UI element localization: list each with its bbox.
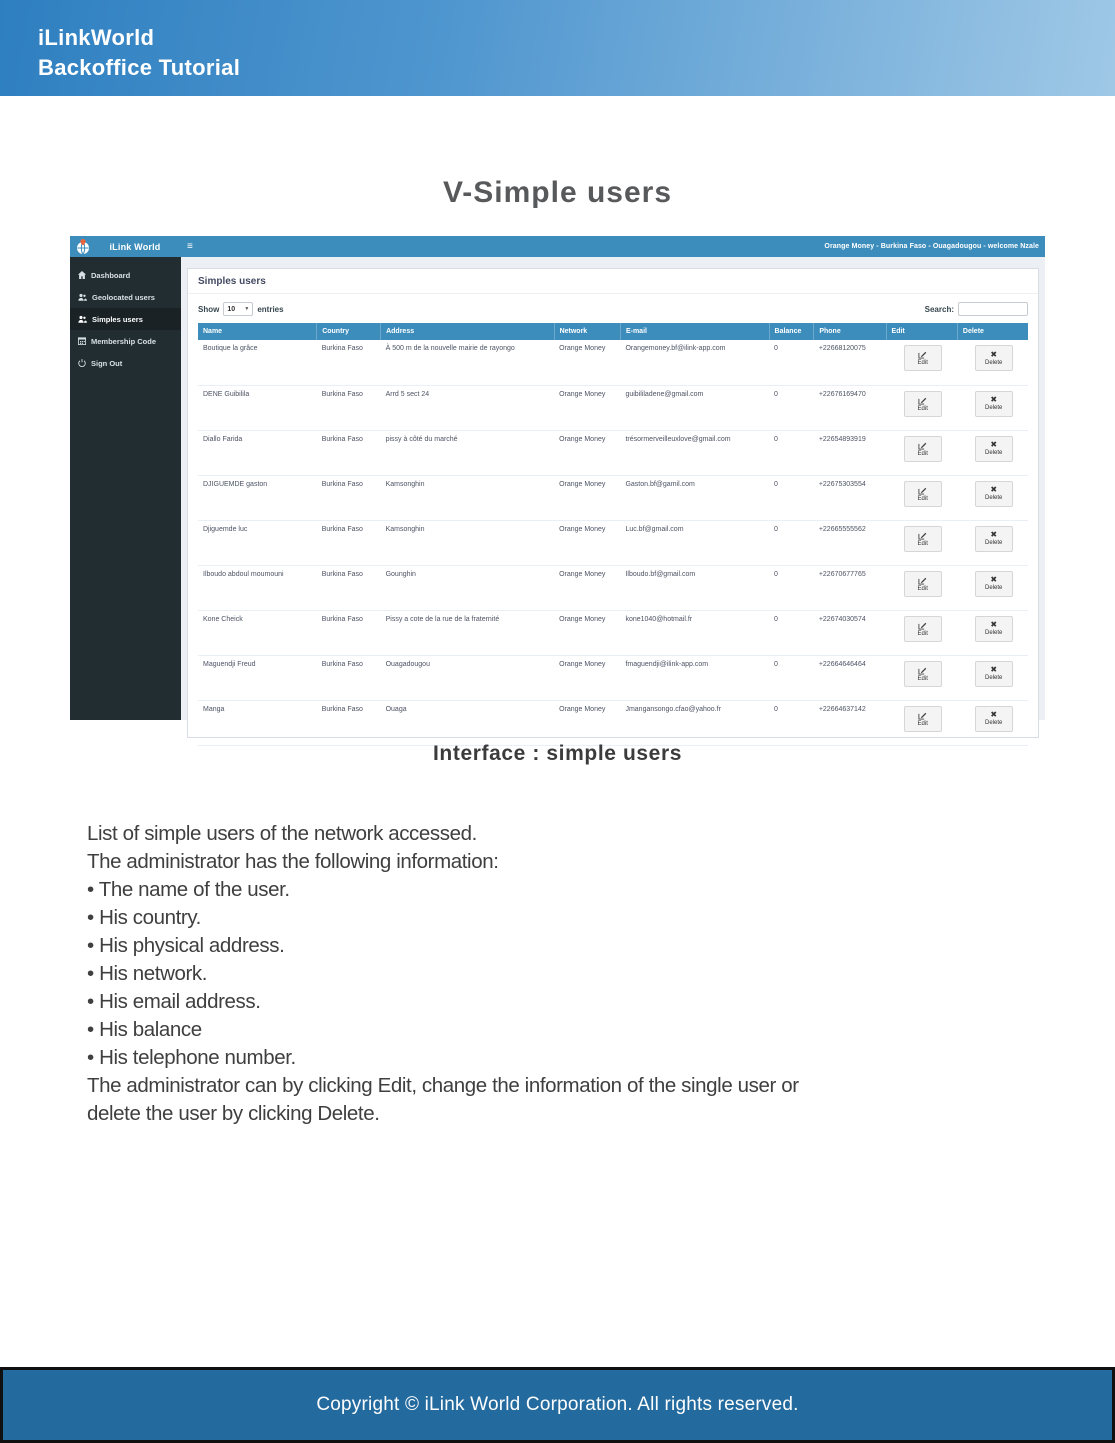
screenshot-caption: Interface : simple users xyxy=(433,742,682,765)
table-row xyxy=(198,340,1028,385)
sidebar-item-membership-code[interactable] xyxy=(70,330,181,352)
sidebar-item-simples-users[interactable] xyxy=(70,308,181,330)
column-header-balance[interactable]: Balance xyxy=(769,323,814,340)
cell-email: guibililadene@gmail.com xyxy=(620,385,769,430)
edit-pencil-icon xyxy=(918,350,927,359)
power-icon xyxy=(78,359,86,367)
cell-edit xyxy=(886,475,957,520)
page-size-value: 10 xyxy=(227,305,236,313)
column-header-delete: Delete xyxy=(957,323,1028,340)
globe-pin-logo-icon xyxy=(76,239,90,255)
cell-country: Burkina Faso xyxy=(317,655,381,700)
cell-country: Burkina Faso xyxy=(317,475,381,520)
cell-edit xyxy=(886,565,957,610)
cell-phone: +22676169470 xyxy=(814,385,886,430)
cell-phone: +22668120075 xyxy=(814,340,886,385)
cell-email: Gaston.bf@gamil.com xyxy=(620,475,769,520)
cell-delete xyxy=(957,520,1028,565)
edit-button[interactable]: Edit xyxy=(904,481,942,507)
document-header-banner xyxy=(0,0,1115,96)
column-header-network[interactable]: Network xyxy=(554,323,620,340)
cell-name: Ilboudo abdoul moumouni xyxy=(198,565,317,610)
edit-button[interactable]: Edit xyxy=(904,436,942,462)
delete-button[interactable]: ✖ Delete xyxy=(975,436,1013,462)
cell-edit xyxy=(886,340,957,385)
cell-country: Burkina Faso xyxy=(317,700,381,745)
page-size-control xyxy=(198,302,284,316)
cell-phone: +22674030574 xyxy=(814,610,886,655)
description-line: List of simple users of the network accessed. xyxy=(87,822,477,845)
delete-button[interactable]: ✖ Delete xyxy=(975,481,1013,507)
column-header-country[interactable]: Country xyxy=(317,323,381,340)
description-line: The administrator has the following information: xyxy=(87,850,499,873)
cell-email: trésormerveilleuxlove@gmail.com xyxy=(620,430,769,475)
cell-country: Burkina Faso xyxy=(317,340,381,385)
cell-phone: +22664646464 xyxy=(814,655,886,700)
description-line: • His country. xyxy=(87,906,201,929)
edit-pencil-icon xyxy=(918,711,927,720)
sidebar-item-dashboard[interactable] xyxy=(70,264,181,286)
table-row xyxy=(198,430,1028,475)
cell-phone: +22675303554 xyxy=(814,475,886,520)
cell-name: Diallo Farida xyxy=(198,430,317,475)
document-title-line2: Backoffice Tutorial xyxy=(38,55,241,80)
cell-email: Ilboudo.bf@gmail.com xyxy=(620,565,769,610)
edit-pencil-icon xyxy=(918,441,927,450)
sidebar-item-label: Simples users xyxy=(92,314,143,324)
column-header-address[interactable]: Address xyxy=(381,323,554,340)
cell-edit xyxy=(886,520,957,565)
edit-pencil-icon xyxy=(918,531,927,540)
table-row xyxy=(198,700,1028,745)
cell-delete xyxy=(957,475,1028,520)
cell-network: Orange Money xyxy=(554,340,620,385)
cell-edit xyxy=(886,700,957,745)
cell-edit xyxy=(886,610,957,655)
delete-x-icon: ✖ xyxy=(990,575,998,584)
cell-name: Boutique la grâce xyxy=(198,340,317,385)
table-row xyxy=(198,520,1028,565)
edit-pencil-icon xyxy=(918,396,927,405)
cell-email: Jmangansongo.cfao@yahoo.fr xyxy=(620,700,769,745)
calendar-icon xyxy=(78,337,86,345)
sidebar-item-label: Sign Out xyxy=(91,358,123,368)
users-icon xyxy=(78,315,87,323)
cell-email: fmaguendji@ilink-app.com xyxy=(620,655,769,700)
table-row xyxy=(198,610,1028,655)
edit-button[interactable]: Edit xyxy=(904,616,942,642)
cell-network: Orange Money xyxy=(554,610,620,655)
simple-users-panel xyxy=(187,268,1039,738)
cell-edit xyxy=(886,655,957,700)
column-header-edit: Edit xyxy=(886,323,957,340)
delete-button[interactable]: ✖ Delete xyxy=(975,616,1013,642)
cell-balance: 0 xyxy=(769,385,814,430)
cell-address: Kamsonghin xyxy=(381,520,554,565)
delete-x-icon: ✖ xyxy=(990,485,998,494)
sidebar-item-geolocated-users[interactable] xyxy=(70,286,181,308)
cell-delete xyxy=(957,700,1028,745)
cell-delete xyxy=(957,340,1028,385)
cell-network: Orange Money xyxy=(554,475,620,520)
document-title-line1: iLinkWorld xyxy=(38,25,155,50)
sidebar-item-label: Geolocated users xyxy=(92,292,155,302)
cell-phone: +22665555562 xyxy=(814,520,886,565)
edit-button[interactable]: Edit xyxy=(904,526,942,552)
entries-label: entries xyxy=(257,304,284,314)
table-row xyxy=(198,565,1028,610)
table-row xyxy=(198,385,1028,430)
cell-email: kone1040@hotmail.fr xyxy=(620,610,769,655)
edit-pencil-icon xyxy=(918,666,927,675)
delete-x-icon: ✖ xyxy=(990,665,998,674)
cell-delete xyxy=(957,610,1028,655)
delete-x-icon: ✖ xyxy=(990,620,998,629)
cell-balance: 0 xyxy=(769,565,814,610)
show-label: Show xyxy=(198,304,220,314)
edit-pencil-icon xyxy=(918,576,927,585)
delete-x-icon: ✖ xyxy=(990,349,998,359)
cell-address: Ouagadougou xyxy=(381,655,554,700)
cell-email: Orangemoney.bf@ilink-app.com xyxy=(620,340,769,385)
delete-button[interactable]: ✖ Delete xyxy=(975,391,1013,417)
cell-name: DENE Guibilila xyxy=(198,385,317,430)
chevron-down-icon: ▼ xyxy=(244,306,250,312)
cell-network: Orange Money xyxy=(554,700,620,745)
cell-address: Gounghin xyxy=(381,565,554,610)
cell-country: Burkina Faso xyxy=(317,385,381,430)
section-title: V-Simple users xyxy=(442,176,673,209)
description-text xyxy=(87,820,967,1128)
sidebar-item-label: Membership Code xyxy=(91,336,157,346)
cell-balance: 0 xyxy=(769,655,814,700)
cell-network: Orange Money xyxy=(554,520,620,565)
simple-users-table xyxy=(198,323,1028,746)
cell-balance: 0 xyxy=(769,340,814,385)
cell-name: Maguendji Freud xyxy=(198,655,317,700)
cell-name: DJIGUEMDE gaston xyxy=(198,475,317,520)
description-line: • His telephone number. xyxy=(87,1046,296,1069)
cell-delete xyxy=(957,385,1028,430)
cell-phone: +22670677765 xyxy=(814,565,886,610)
users-icon xyxy=(78,293,87,301)
search-control xyxy=(925,302,1028,316)
cell-network: Orange Money xyxy=(554,565,620,610)
app-sidebar xyxy=(70,257,181,720)
cell-balance: 0 xyxy=(769,610,814,655)
cell-phone: +22664637142 xyxy=(814,700,886,745)
table-body xyxy=(198,340,1028,745)
app-screenshot xyxy=(70,236,1045,727)
edit-button[interactable]: Edit xyxy=(904,706,942,732)
cell-edit xyxy=(886,385,957,430)
document-footer xyxy=(0,1367,1115,1443)
cell-balance: 0 xyxy=(769,475,814,520)
cell-address: Arrd 5 sect 24 xyxy=(381,385,554,430)
cell-name: Djiguemde luc xyxy=(198,520,317,565)
table-controls xyxy=(188,294,1038,323)
cell-balance: 0 xyxy=(769,700,814,745)
description-line: • The name of the user. xyxy=(87,878,290,901)
cell-address: Ouaga xyxy=(381,700,554,745)
table-row xyxy=(198,475,1028,520)
cell-network: Orange Money xyxy=(554,430,620,475)
description-line: • His balance xyxy=(87,1018,202,1041)
description-line: • His physical address. xyxy=(87,934,285,957)
panel-title: Simples users xyxy=(188,269,1038,294)
delete-x-icon: ✖ xyxy=(990,710,998,719)
edit-button[interactable]: Edit xyxy=(904,345,942,371)
app-navbar xyxy=(70,236,1045,257)
delete-button[interactable]: ✖ Delete xyxy=(975,571,1013,597)
description-line: delete the user by clicking Delete. xyxy=(87,1102,380,1125)
column-header-name[interactable]: Name xyxy=(198,323,317,340)
cell-address: À 500 m de la nouvelle mairie de rayongo xyxy=(381,340,554,385)
cell-delete xyxy=(957,565,1028,610)
table-row xyxy=(198,655,1028,700)
delete-x-icon: ✖ xyxy=(990,440,998,449)
cell-country: Burkina Faso xyxy=(317,565,381,610)
table-header-row xyxy=(198,323,1028,340)
delete-button[interactable]: ✖ Delete xyxy=(975,526,1013,552)
delete-button[interactable]: ✖ Delete xyxy=(975,661,1013,687)
cell-address: Kamsonghin xyxy=(381,475,554,520)
cell-address: Pissy a cote de la rue de la fraternité xyxy=(381,610,554,655)
copyright-text: Copyright © iLink World Corporation. All rights reserved. xyxy=(316,1394,799,1415)
cell-phone: +22654893919 xyxy=(814,430,886,475)
app-content-area xyxy=(181,257,1045,727)
description-line: • His email address. xyxy=(87,990,261,1013)
cell-name: Kone Cheick xyxy=(198,610,317,655)
cell-balance: 0 xyxy=(769,430,814,475)
cell-edit xyxy=(886,430,957,475)
cell-address: pissy à côté du marché xyxy=(381,430,554,475)
home-icon xyxy=(78,271,86,279)
search-label: Search: xyxy=(924,304,954,314)
cell-balance: 0 xyxy=(769,520,814,565)
cell-country: Burkina Faso xyxy=(317,430,381,475)
description-line: • His network. xyxy=(87,962,208,985)
description-line: The administrator can by clicking Edit, change the information of the single user or xyxy=(87,1074,799,1097)
delete-button[interactable]: ✖ Delete xyxy=(975,345,1013,371)
edit-button[interactable]: Edit xyxy=(904,661,942,687)
edit-pencil-icon xyxy=(918,621,927,630)
cell-name: Manga xyxy=(198,700,317,745)
cell-email: Luc.bf@gmail.com xyxy=(620,520,769,565)
edit-button[interactable]: Edit xyxy=(904,571,942,597)
cell-network: Orange Money xyxy=(554,385,620,430)
column-header-email[interactable]: E-mail xyxy=(620,323,769,340)
cell-delete xyxy=(957,655,1028,700)
delete-x-icon: ✖ xyxy=(990,530,998,539)
edit-button[interactable]: Edit xyxy=(904,391,942,417)
column-header-phone[interactable]: Phone xyxy=(814,323,886,340)
cell-country: Burkina Faso xyxy=(317,520,381,565)
sidebar-item-sign-out[interactable] xyxy=(70,352,181,374)
edit-pencil-icon xyxy=(918,486,927,495)
sidebar-item-label: Dashboard xyxy=(91,270,131,280)
cell-delete xyxy=(957,430,1028,475)
app-brand-label: iLink World xyxy=(109,241,161,252)
app-brand[interactable] xyxy=(70,236,181,257)
sidebar-toggle-icon[interactable]: ≡ xyxy=(187,241,193,252)
cell-country: Burkina Faso xyxy=(317,610,381,655)
delete-x-icon: ✖ xyxy=(990,395,998,404)
delete-button[interactable]: ✖ Delete xyxy=(975,706,1013,732)
page-size-select[interactable] xyxy=(223,302,253,316)
navbar-account-status[interactable]: Orange Money - Burkina Faso - Ouagadougou - welcome Nzale xyxy=(824,243,1039,250)
cell-network: Orange Money xyxy=(554,655,620,700)
search-input[interactable] xyxy=(958,302,1028,316)
